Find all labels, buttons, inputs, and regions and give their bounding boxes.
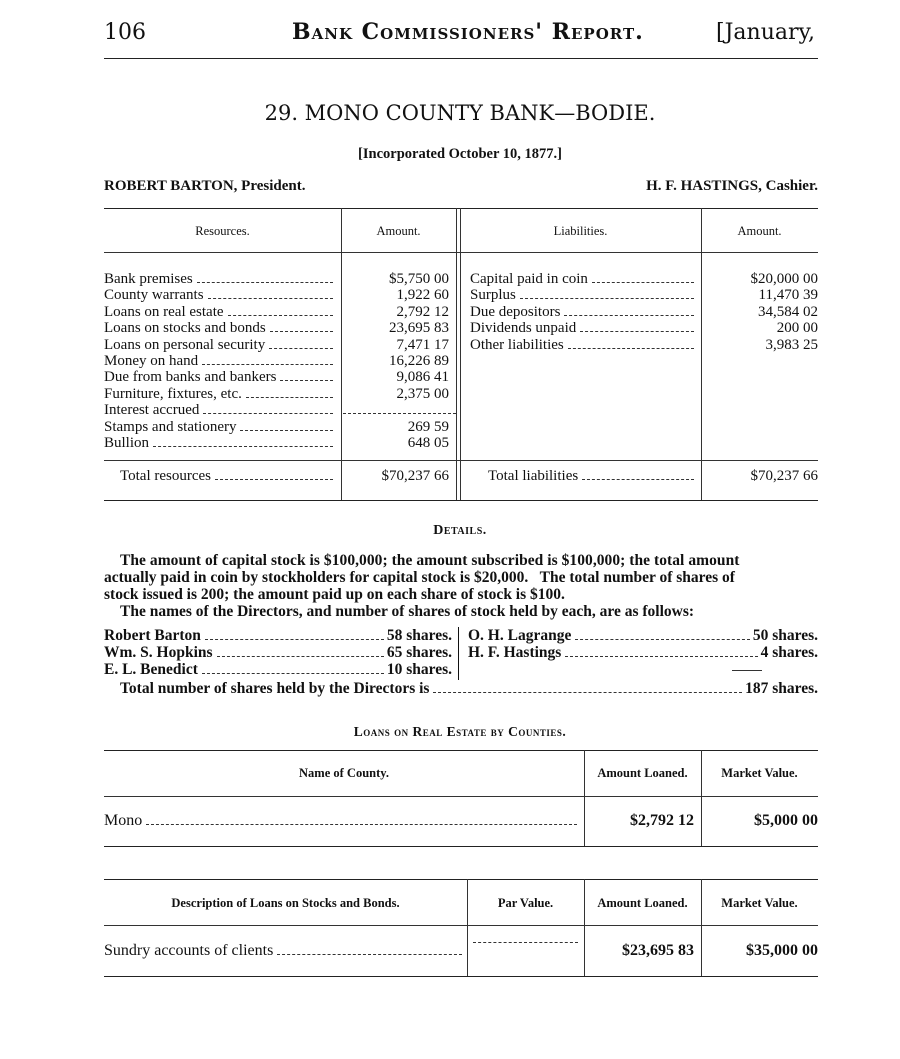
director-name: Robert Barton	[104, 627, 201, 644]
resources-header: Resources.	[195, 224, 250, 238]
sb-description-header: Description of Loans on Stocks and Bonds.	[171, 896, 400, 910]
details-heading: Details.	[433, 523, 487, 538]
sb-divider-1	[467, 879, 468, 976]
liability-label: Dividends unpaid	[470, 320, 577, 337]
leader-dots	[202, 364, 333, 365]
sb-market-header: Market Value.	[721, 896, 798, 910]
leader-dots	[270, 331, 333, 332]
leader-dots	[520, 298, 694, 299]
resource-row	[104, 287, 336, 303]
re-market-header: Market Value.	[721, 766, 798, 780]
resource-label: Loans on real estate	[104, 303, 224, 320]
leader-dots	[217, 656, 384, 657]
sb-amount-value: $23,695 83	[622, 942, 694, 959]
details-paragraph-2: The names of the Directors, and number of shares of stock held by each, are as follows:	[120, 603, 695, 620]
bank-title: 29. MONO COUNTY BANK—BODIE.	[264, 101, 656, 125]
total-resources-label: Total resources	[120, 468, 211, 484]
details-line-2: actually paid in coin by stockholders for capital stock is $20,000. The total number of shares of	[104, 569, 735, 586]
liability-amount: 34,584 02	[758, 303, 818, 320]
resource-label: Bank premises	[104, 271, 193, 287]
resource-amount-blank	[343, 413, 456, 414]
leader-dots	[280, 380, 333, 381]
sb-amount-header: Amount Loaned.	[597, 896, 688, 910]
sb-header-rule	[104, 925, 818, 926]
sb-market-value: $35,000 00	[746, 942, 818, 959]
liability-row	[470, 304, 697, 320]
resource-label: Loans on personal security	[104, 336, 266, 353]
director-shares: 65 shares.	[386, 644, 452, 661]
president-line: ROBERT BARTON, President.	[104, 178, 306, 194]
liability-label: Other liabilities	[470, 336, 564, 353]
balance-top-rule	[104, 208, 818, 209]
resource-amount: 16,226 89	[389, 353, 449, 369]
resource-amount: 7,471 17	[396, 336, 449, 353]
director-row	[468, 644, 818, 662]
leader-dots	[246, 397, 333, 398]
header-rule	[104, 58, 818, 59]
director-name: E. L. Benedict	[104, 661, 198, 678]
leader-dots	[202, 673, 384, 674]
leader-dots	[228, 315, 333, 316]
re-divider-2	[701, 750, 702, 846]
leader-dots	[203, 413, 333, 414]
re-amount-value: $2,792 12	[630, 812, 694, 829]
total-resources-row	[120, 468, 336, 484]
resource-row	[104, 304, 336, 320]
liability-label: Surplus	[470, 287, 516, 304]
leader-dots	[565, 656, 757, 657]
directors-divider	[458, 627, 459, 680]
director-row	[104, 627, 452, 645]
liability-amount: $20,000 00	[750, 271, 818, 287]
sb-par-row	[469, 942, 581, 947]
page-number: 106	[104, 20, 146, 45]
liability-label: Due depositors	[470, 303, 561, 320]
re-bottom-rule	[104, 846, 818, 847]
directors-total-label: Total number of shares held by the Directors is	[120, 680, 430, 697]
resource-label: Stamps and stationery	[104, 418, 237, 435]
director-name: Wm. S. Hopkins	[104, 644, 213, 661]
leader-dots	[592, 282, 694, 283]
sb-par-header: Par Value.	[497, 896, 554, 910]
details-line-1: The amount of capital stock is $100,000; the amount subscribed is $100,000; the total amount	[120, 552, 740, 569]
director-row	[104, 661, 452, 679]
liability-row	[470, 337, 697, 353]
total-liabilities-label: Total liabilities	[488, 468, 579, 484]
director-shares: 4 shares.	[760, 644, 818, 661]
resource-label: Interest accrued	[104, 402, 200, 419]
sb-divider-3	[701, 879, 702, 976]
re-header-rule	[104, 796, 818, 797]
resource-row	[104, 271, 336, 287]
re-county-header: Name of County.	[299, 766, 389, 780]
liabilities-header: Liabilities.	[553, 224, 608, 238]
resource-row	[104, 337, 336, 353]
resource-label: County warrants	[104, 287, 204, 304]
resource-row	[104, 386, 336, 402]
re-divider-1	[584, 750, 585, 846]
liability-row	[470, 287, 697, 303]
director-shares: 50 shares.	[752, 627, 818, 644]
resource-label: Money on hand	[104, 353, 199, 369]
resource-label: Furniture, fixtures, etc.	[104, 385, 242, 402]
balance-total-rule	[104, 460, 818, 461]
leader-dots	[564, 315, 694, 316]
resource-label: Loans on stocks and bonds	[104, 320, 266, 337]
resource-row	[104, 369, 336, 385]
re-amount-header: Amount Loaned.	[597, 766, 688, 780]
amount-header-2: Amount.	[737, 224, 782, 238]
leader-dots	[580, 331, 694, 332]
balance-header-rule	[104, 252, 818, 253]
liability-amount: 11,470 39	[758, 287, 818, 304]
re-county-name: Mono	[104, 812, 143, 829]
sb-bottom-rule	[104, 976, 818, 977]
director-shares: 58 shares.	[386, 627, 452, 644]
amount-header: Amount.	[376, 224, 421, 238]
resource-amount: 2,792 12	[396, 303, 449, 320]
resource-amount: 269 59	[407, 418, 449, 435]
total-resources-value: $70,237 66	[381, 468, 449, 484]
incorporation-note: [Incorporated October 10, 1877.]	[358, 146, 562, 162]
col-divider-2	[456, 208, 461, 500]
col-divider-3	[701, 208, 702, 500]
period-label: [January,	[716, 20, 815, 45]
resource-amount: 23,695 83	[389, 320, 449, 337]
leader-dots	[575, 639, 749, 640]
directors-sum-rule	[732, 670, 762, 671]
leader-dots	[269, 348, 333, 349]
leader-dots	[240, 430, 333, 431]
liability-row	[470, 271, 697, 287]
leader-dots	[205, 639, 384, 640]
directors-total-row	[120, 680, 818, 698]
sb-description-row	[104, 942, 465, 960]
leader-dots	[153, 446, 333, 447]
director-name: O. H. Lagrange	[468, 627, 572, 644]
re-top-rule	[104, 750, 818, 751]
cashier-line: H. F. HASTINGS, Cashier.	[646, 178, 818, 194]
re-county-row	[104, 812, 580, 830]
running-title: Bank Commissioners' Report.	[292, 19, 644, 45]
resource-amount: 648 05	[407, 435, 449, 451]
real-estate-heading: Loans on Real Estate by Counties.	[353, 724, 567, 739]
resource-amount: 1,922 60	[396, 287, 449, 304]
resource-row	[104, 435, 336, 451]
sb-description-value: Sundry accounts of clients	[104, 942, 274, 959]
total-liabilities-row	[488, 468, 697, 484]
balance-bottom-rule	[104, 500, 818, 501]
total-liabilities-value: $70,237 66	[750, 468, 818, 484]
director-row	[468, 627, 818, 645]
directors-total-value: 187 shares.	[745, 680, 818, 697]
resource-row	[104, 402, 336, 418]
re-market-value: $5,000 00	[754, 812, 818, 829]
director-shares: 10 shares.	[386, 661, 452, 678]
resource-row	[104, 419, 336, 435]
liability-amount: 200 00	[776, 320, 818, 337]
liability-amount: 3,983 25	[765, 336, 818, 353]
resource-amount: 9,086 41	[396, 369, 449, 386]
leader-dots	[568, 348, 694, 349]
leader-dots	[197, 282, 333, 283]
director-name: H. F. Hastings	[468, 644, 562, 661]
resource-label: Bullion	[104, 435, 150, 451]
resource-row	[104, 320, 336, 336]
director-row	[104, 644, 452, 662]
leader-dots	[208, 298, 333, 299]
details-line-3: stock issued is 200; the amount paid up on each share of stock is $100.	[104, 586, 565, 603]
resource-amount: $5,750 00	[389, 271, 449, 287]
sb-top-rule	[104, 879, 818, 880]
resource-label: Due from banks and bankers	[104, 369, 277, 386]
liability-label: Capital paid in coin	[470, 271, 588, 287]
resource-amount: 2,375 00	[396, 385, 449, 402]
sb-divider-2	[584, 879, 585, 976]
resource-row	[104, 353, 336, 369]
liability-row	[470, 320, 697, 336]
